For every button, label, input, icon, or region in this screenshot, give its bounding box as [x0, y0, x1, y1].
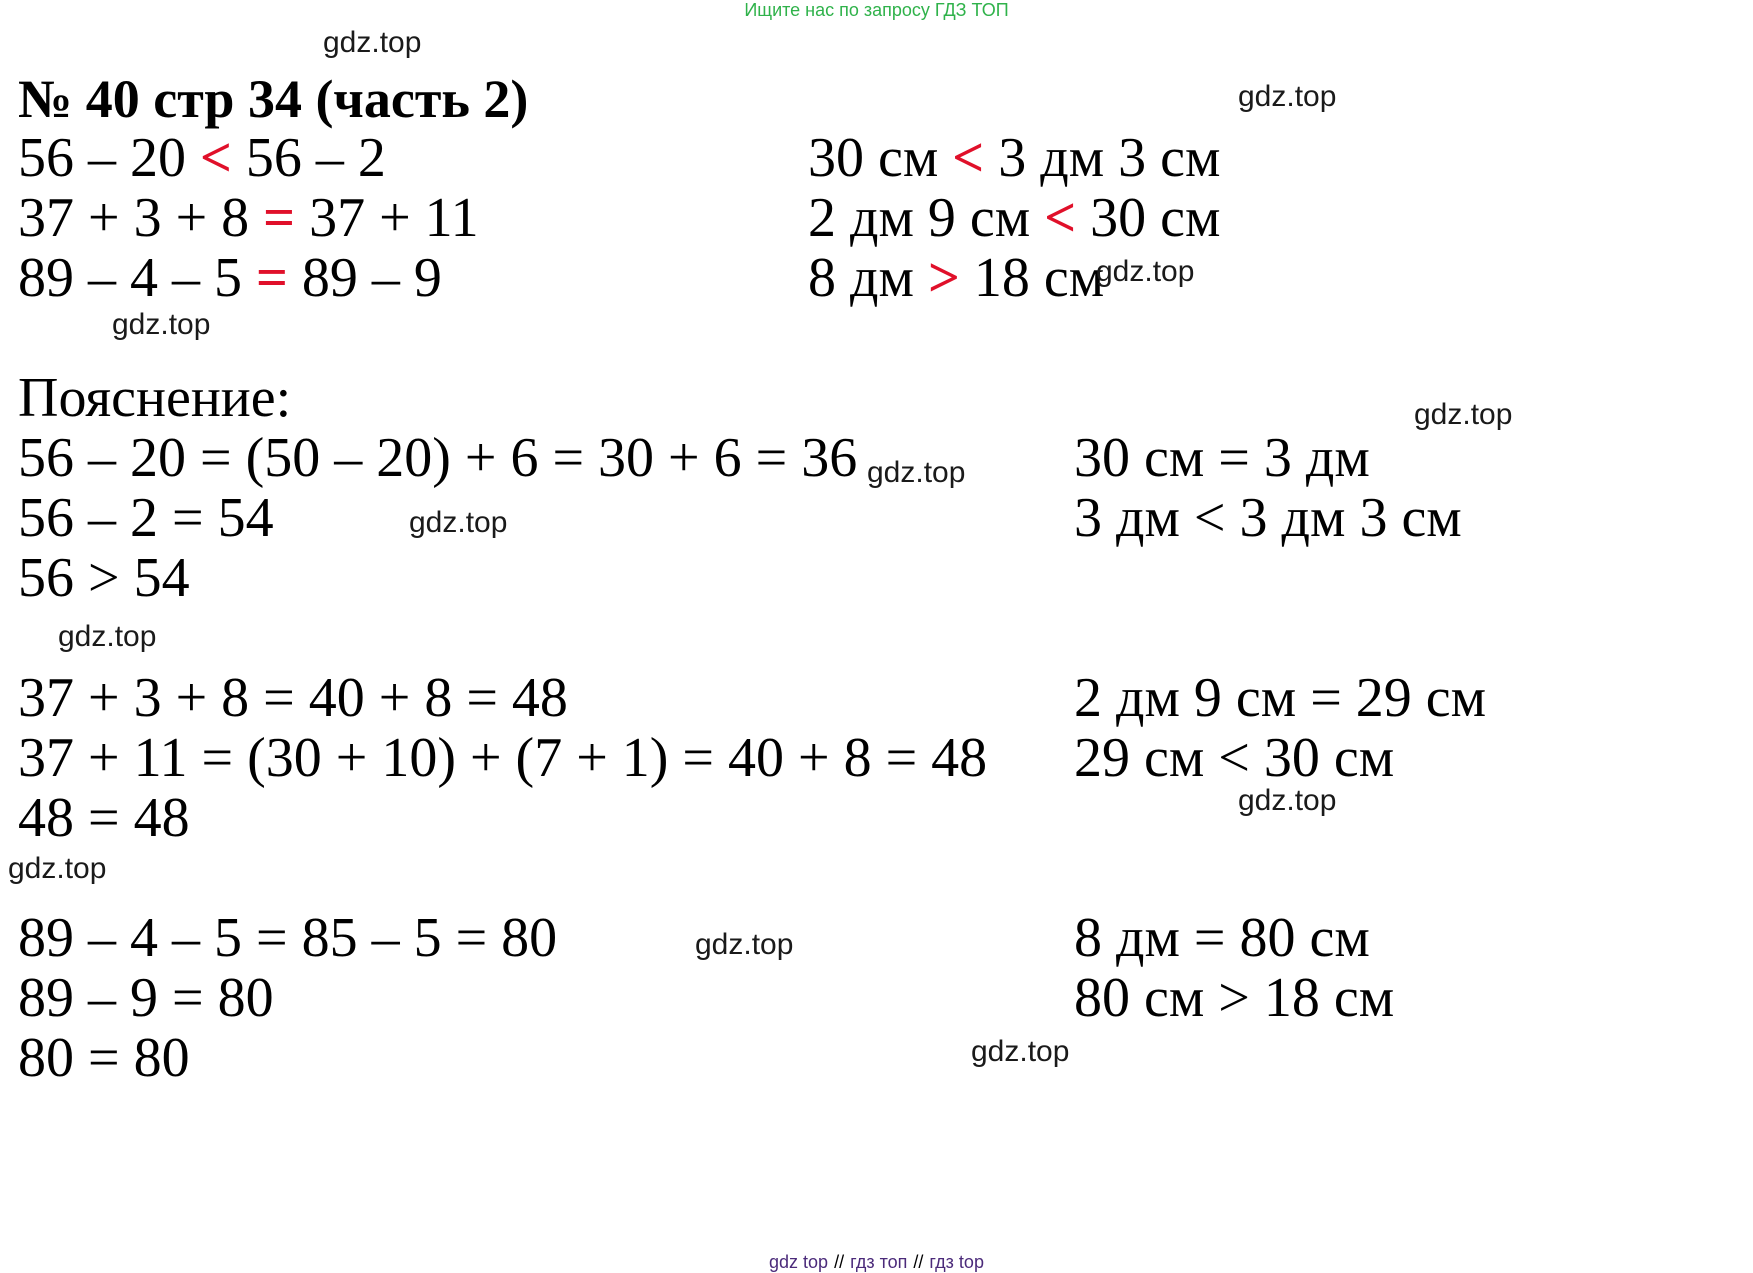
explanation-line: 89 – 9 = 80	[18, 967, 274, 1029]
footer-link[interactable]: гдз top	[929, 1252, 984, 1272]
watermark: gdz.top	[695, 928, 794, 961]
answer-left-row	[18, 187, 479, 249]
comparison-sign: >	[927, 247, 960, 309]
expression-lhs: 89 – 4 – 5	[18, 247, 242, 309]
watermark: gdz.top	[58, 620, 157, 653]
explanation-heading: Пояснение:	[18, 367, 292, 429]
comparison-sign: =	[256, 247, 288, 309]
expression-rhs: 89 – 9	[301, 247, 442, 309]
expression-rhs: 37 + 11	[309, 187, 479, 249]
top-banner: Ищите нас по запросу ГДЗ ТОП	[744, 0, 1009, 20]
footer-separator: //	[913, 1252, 924, 1272]
explanation-line: 48 = 48	[18, 787, 190, 849]
watermark: gdz.top	[8, 852, 107, 885]
comparison-sign: =	[263, 187, 296, 249]
expression-lhs: 2 дм 9 см	[808, 187, 1031, 249]
footer-separator: //	[834, 1252, 845, 1272]
explanation-line: 3 дм < 3 дм 3 см	[1074, 487, 1462, 549]
explanation-line: 29 см < 30 см	[1074, 727, 1395, 789]
expression-rhs: 18 см	[973, 247, 1105, 309]
expression-rhs: 56 – 2	[245, 127, 386, 189]
explanation-line: 80 = 80	[18, 1027, 190, 1089]
footer-link[interactable]: gdz top	[769, 1252, 829, 1272]
explanation-line: 89 – 4 – 5 = 85 – 5 = 80	[18, 907, 558, 969]
expression-lhs: 37 + 3 + 8	[18, 187, 250, 249]
expression-lhs: 8 дм	[808, 247, 914, 309]
footer-link[interactable]: гдз топ	[850, 1252, 908, 1272]
page-title: № 40 стр 34 (часть 2)	[18, 69, 529, 129]
explanation-line: 37 + 11 = (30 + 10) + (7 + 1) = 40 + 8 = 48	[18, 727, 988, 789]
answer-right-row	[808, 187, 1221, 249]
explanation-line: 56 – 20 = (50 – 20) + 6 = 30 + 6 = 36	[18, 427, 858, 489]
comparison-sign: <	[952, 127, 985, 189]
watermark: gdz.top	[1096, 255, 1195, 288]
watermark: gdz.top	[1414, 398, 1513, 431]
watermark: gdz.top	[1238, 784, 1337, 817]
explanation-line: 30 см = 3 дм	[1074, 427, 1370, 489]
explanation-line: 56 > 54	[18, 547, 190, 609]
watermark: gdz.top	[323, 26, 422, 59]
expression-rhs: 3 дм 3 см	[998, 127, 1221, 189]
watermark: gdz.top	[971, 1035, 1070, 1068]
answer-left-row	[18, 247, 442, 309]
comparison-sign: <	[200, 127, 232, 189]
answer-right-row	[808, 247, 1105, 309]
comparison-sign: <	[1044, 187, 1077, 249]
explanation-line: 56 – 2 = 54	[18, 487, 274, 549]
expression-lhs: 56 – 20	[18, 127, 186, 189]
expression-rhs: 30 см	[1090, 187, 1221, 249]
watermark: gdz.top	[112, 308, 211, 341]
explanation-line: 80 см > 18 см	[1074, 967, 1395, 1029]
watermark: gdz.top	[1238, 80, 1337, 113]
watermark: gdz.top	[867, 456, 966, 489]
explanation-line: 2 дм 9 см = 29 см	[1074, 667, 1487, 729]
answer-right-row	[808, 127, 1221, 189]
answer-left-row	[18, 127, 386, 189]
explanation-line: 8 дм = 80 см	[1074, 907, 1370, 969]
expression-lhs: 30 см	[808, 127, 939, 189]
footer	[0, 1252, 1753, 1273]
watermark: gdz.top	[409, 506, 508, 539]
explanation-line: 37 + 3 + 8 = 40 + 8 = 48	[18, 667, 568, 729]
